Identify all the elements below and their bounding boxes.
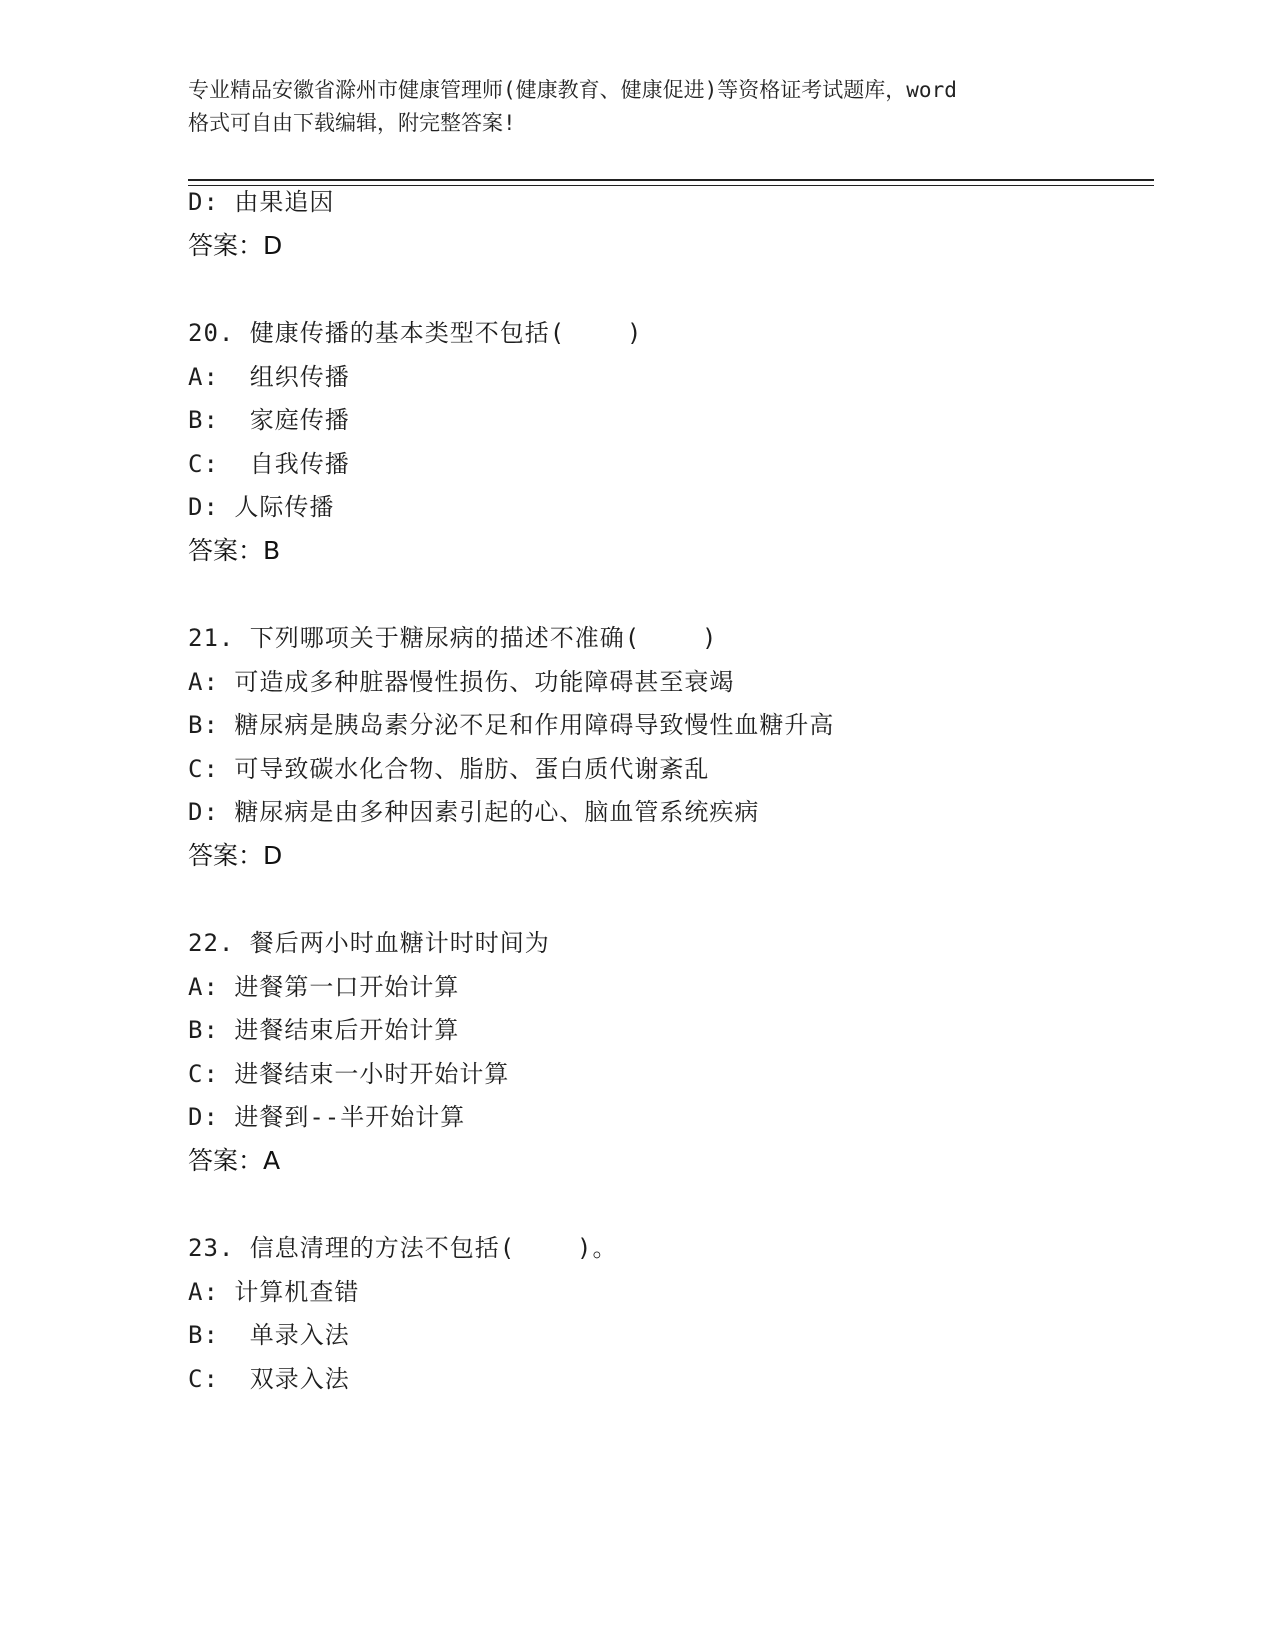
q21-option-d: D: 糖尿病是由多种因素引起的心、脑血管系统疾病 [188, 798, 760, 826]
q22-option-d: D: 进餐到--半开始计算 [188, 1103, 466, 1131]
q23-option-b: B: 单录入法 [188, 1321, 350, 1349]
q21-answer: 答案：D [188, 841, 283, 870]
q22-option-b: B: 进餐结束后开始计算 [188, 1016, 460, 1044]
header-line-1: 专业精品安徽省滁州市健康管理师(健康教育、健康促进)等资格证考试题库，word [188, 78, 957, 102]
q20-stem: 20. 健康传播的基本类型不包括( ) [188, 319, 643, 347]
q23-stem: 23. 信息清理的方法不包括( )。 [188, 1234, 618, 1262]
q21-option-c: C: 可导致碳水化合物、脂肪、蛋白质代谢紊乱 [188, 755, 710, 783]
q20-answer: 答案：B [188, 536, 281, 565]
q22-stem: 22. 餐后两小时血糖计时时间为 [188, 929, 550, 957]
header-divider [188, 179, 1154, 181]
header-divider-thin [188, 185, 1154, 186]
q20-option-c: C: 自我传播 [188, 450, 350, 478]
prev-answer: 答案：D [188, 231, 283, 260]
q23-option-a: A: 计算机查错 [188, 1278, 360, 1306]
q21-option-a: A: 可造成多种脏器慢性损伤、功能障碍甚至衰竭 [188, 668, 735, 696]
q23-option-c: C: 双录入法 [188, 1365, 350, 1393]
q20-option-a: A: 组织传播 [188, 363, 350, 391]
q22-option-a: A: 进餐第一口开始计算 [188, 973, 460, 1001]
q20-option-b: B: 家庭传播 [188, 406, 350, 434]
header-line-2: 格式可自由下载编辑，附完整答案! [188, 111, 516, 135]
document-header [188, 74, 1088, 140]
q21-option-b: B: 糖尿病是胰岛素分泌不足和作用障碍导致慢性血糖升高 [188, 711, 835, 739]
q22-option-c: C: 进餐结束一小时开始计算 [188, 1060, 510, 1088]
q21-stem: 21. 下列哪项关于糖尿病的描述不准确( ) [188, 624, 718, 652]
prev-option-d: D: 由果追因 [188, 188, 335, 216]
q20-option-d: D: 人际传播 [188, 493, 335, 521]
q22-answer: 答案：A [188, 1146, 281, 1175]
